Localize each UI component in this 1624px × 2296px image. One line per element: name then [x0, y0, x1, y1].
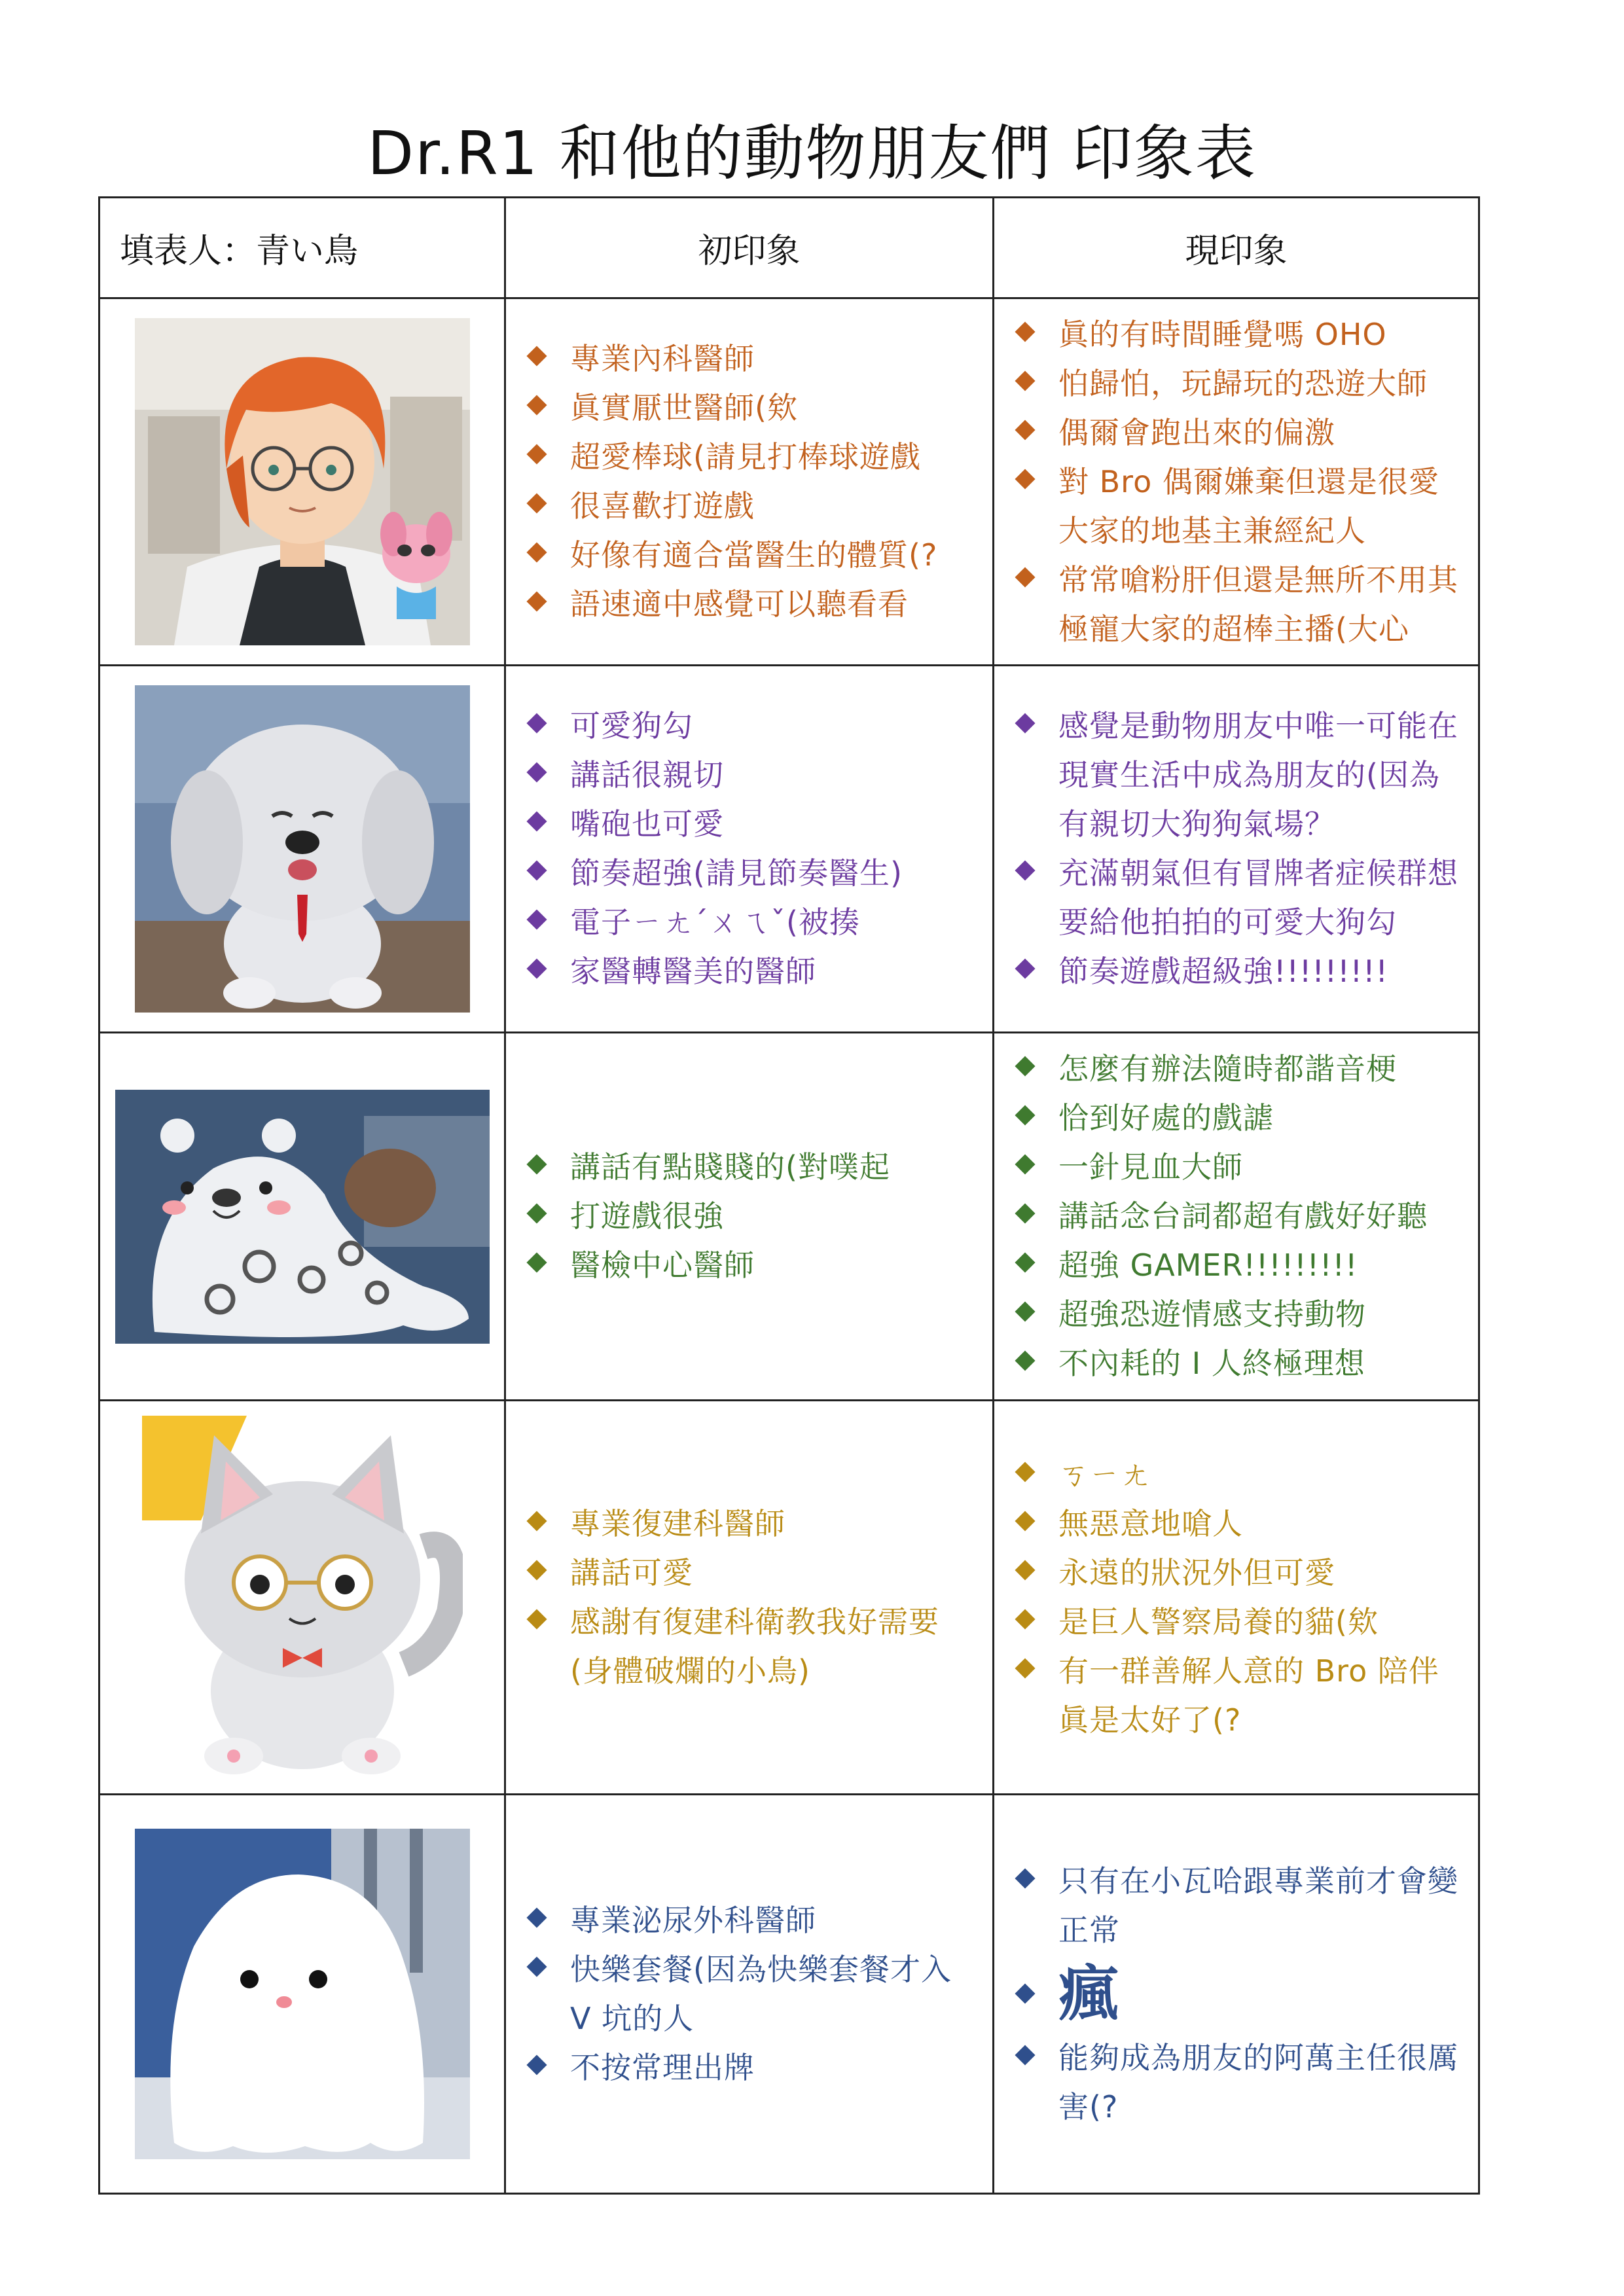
list-item: 節奏超強(請見節奏醫生) [524, 849, 981, 898]
table-row [99, 1033, 1479, 1401]
list-item: 常常嗆粉肝但還是無所不用其極寵大家的超棒主播(大心 [1013, 556, 1466, 654]
list-item: 超愛棒球(請見打棒球遊戲 [524, 433, 981, 482]
first-impression-cell [505, 298, 994, 666]
diamond-bullet-icon [1015, 420, 1035, 440]
character-cell [99, 666, 505, 1033]
list-item: 不內耗的 I 人終極理想 [1013, 1339, 1466, 1388]
list-item: ㄎㄧㄤ [1013, 1450, 1466, 1499]
first-impression-header: 初印象 [505, 198, 994, 298]
list-item: 醫檢中心醫師 [524, 1241, 981, 1290]
diamond-bullet-icon [1015, 1252, 1035, 1272]
list-item: 好像有適合當醫生的體質(? [524, 531, 981, 580]
diamond-bullet-icon [526, 713, 547, 733]
list-item: 感覺是動物朋友中唯一可能在現實生活中成為朋友的(因為有親切大狗狗氣場？ [1013, 702, 1466, 849]
list-item: 一針見血大師 [1013, 1143, 1466, 1192]
list-item: 無惡意地嗆人 [1013, 1499, 1466, 1549]
diamond-bullet-icon [526, 1907, 547, 1928]
diamond-bullet-icon [1015, 860, 1035, 880]
diamond-bullet-icon [1015, 1154, 1035, 1174]
list-item: 瘋 [1013, 1955, 1466, 2034]
diamond-bullet-icon [526, 860, 547, 880]
filler-header: 填表人：青い鳥 [99, 198, 505, 298]
character-cell [99, 298, 505, 666]
list-item: 講話有點賤賤的(對噗起 [524, 1143, 981, 1192]
list-item: 專業泌尿外科醫師 [524, 1896, 981, 1945]
list-item: 感謝有復建科衛教我好需要(身體破爛的小鳥) [524, 1598, 981, 1696]
human-doctor-avatar [135, 318, 470, 645]
diamond-bullet-icon [1015, 713, 1035, 733]
list-item: 講話很親切 [524, 751, 981, 800]
list-item: 恰到好處的戲謔 [1013, 1094, 1466, 1143]
list-item: 超強恐遊情感支持動物 [1013, 1290, 1466, 1339]
diamond-bullet-icon [1015, 321, 1035, 342]
diamond-bullet-icon [526, 1252, 547, 1272]
diamond-bullet-icon [526, 958, 547, 978]
diamond-bullet-icon [1015, 567, 1035, 587]
diamond-bullet-icon [1015, 1983, 1035, 2003]
table-row [99, 1401, 1479, 1795]
current-impression-cell [994, 298, 1479, 666]
current-impression-cell [994, 1401, 1479, 1795]
first-impression-cell [505, 1033, 994, 1401]
diamond-bullet-icon [526, 591, 547, 611]
current-impression-cell [994, 1033, 1479, 1401]
table-header-row [99, 198, 1479, 298]
list-item: 快樂套餐(因為快樂套餐才入 V 坑的人 [524, 1945, 981, 2043]
table-row [99, 666, 1479, 1033]
list-item: 家醫轉醫美的醫師 [524, 947, 981, 996]
diamond-bullet-icon [1015, 1868, 1035, 1888]
list-item: 偶爾會跑出來的偏激 [1013, 408, 1466, 457]
diamond-bullet-icon [1015, 1560, 1035, 1580]
diamond-bullet-icon [526, 1956, 547, 1977]
diamond-bullet-icon [526, 811, 547, 831]
diamond-bullet-icon [1015, 2045, 1035, 2065]
current-impression-header: 現印象 [994, 198, 1479, 298]
character-cell [99, 1795, 505, 2194]
white-dog-avatar [135, 685, 470, 1013]
list-item: 怎麼有辦法隨時都諧音梗 [1013, 1045, 1466, 1094]
list-item: 很喜歡打遊戲 [524, 482, 981, 531]
spotted-seal-avatar [115, 1090, 490, 1344]
list-item: 對 Bro 偶爾嫌棄但還是很愛大家的地基主兼經紀人 [1013, 457, 1466, 556]
list-item: 超強 GAMER!!!!!!!!! [1013, 1241, 1466, 1290]
diamond-bullet-icon [526, 346, 547, 366]
diamond-bullet-icon [526, 909, 547, 929]
diamond-bullet-icon [1015, 1511, 1035, 1531]
list-item: 怕歸怕，玩歸玩的恐遊大師 [1013, 359, 1466, 408]
table-row [99, 1795, 1479, 2194]
list-item: 語速適中感覺可以聽看看 [524, 580, 981, 629]
list-item: 能夠成為朋友的阿萬主任很厲害(? [1013, 2034, 1466, 2132]
first-impression-cell [505, 1401, 994, 1795]
diamond-bullet-icon [1015, 1056, 1035, 1076]
first-impression-cell [505, 666, 994, 1033]
current-impression-cell [994, 1795, 1479, 2194]
list-item: 是巨人警察局養的貓(欸 [1013, 1598, 1466, 1647]
diamond-bullet-icon [1015, 1462, 1035, 1482]
list-item: 專業內科醫師 [524, 334, 981, 384]
list-item: 眞的有時間睡覺嗎 OHO [1013, 310, 1466, 359]
grey-cat-avatar [142, 1416, 463, 1779]
list-item: 永遠的狀況外但可愛 [1013, 1549, 1466, 1598]
diamond-bullet-icon [526, 1203, 547, 1223]
impression-table [98, 196, 1480, 2195]
diamond-bullet-icon [1015, 1203, 1035, 1223]
list-item: 只有在小瓦哈跟專業前才會變正常 [1013, 1857, 1466, 1955]
list-item: 打遊戲很強 [524, 1192, 981, 1241]
list-item: 不按常理出牌 [524, 2043, 981, 2092]
diamond-bullet-icon [1015, 370, 1035, 391]
diamond-bullet-icon [526, 2054, 547, 2075]
diamond-bullet-icon [1015, 1658, 1035, 1678]
list-item: 講話可愛 [524, 1549, 981, 1598]
diamond-bullet-icon [526, 762, 547, 782]
diamond-bullet-icon [526, 493, 547, 513]
diamond-bullet-icon [1015, 469, 1035, 489]
character-cell [99, 1401, 505, 1795]
white-ghost-avatar [135, 1829, 470, 2159]
diamond-bullet-icon [526, 1511, 547, 1531]
list-item: 節奏遊戲超級強!!!!!!!!! [1013, 947, 1466, 996]
diamond-bullet-icon [526, 1609, 547, 1629]
diamond-bullet-icon [526, 542, 547, 562]
list-item: 專業復建科醫師 [524, 1499, 981, 1549]
diamond-bullet-icon [1015, 1609, 1035, 1629]
list-item: 嘴砲也可愛 [524, 800, 981, 849]
list-item: 講話念台詞都超有戲好好聽 [1013, 1192, 1466, 1241]
page-title: Dr.R1 和他的動物朋友們 印象表 [367, 118, 1257, 188]
list-item: 有一群善解人意的 Bro 陪伴眞是太好了(? [1013, 1647, 1466, 1745]
diamond-bullet-icon [1015, 958, 1035, 978]
current-impression-cell [994, 666, 1479, 1033]
list-item: 電子ㄧㄤˊㄨㄟˇ(被揍 [524, 898, 981, 947]
diamond-bullet-icon [1015, 1301, 1035, 1321]
table-row [99, 298, 1479, 666]
list-item: 可愛狗勾 [524, 702, 981, 751]
diamond-bullet-icon [526, 1560, 547, 1580]
list-item: 充滿朝氣但有冒牌者症候群想要給他拍拍的可愛大狗勾 [1013, 849, 1466, 947]
diamond-bullet-icon [1015, 1350, 1035, 1371]
character-cell [99, 1033, 505, 1401]
diamond-bullet-icon [1015, 1105, 1035, 1125]
diamond-bullet-icon [526, 395, 547, 415]
diamond-bullet-icon [526, 444, 547, 464]
diamond-bullet-icon [526, 1154, 547, 1174]
first-impression-cell [505, 1795, 994, 2194]
list-item: 眞實厭世醫師(欸 [524, 384, 981, 433]
